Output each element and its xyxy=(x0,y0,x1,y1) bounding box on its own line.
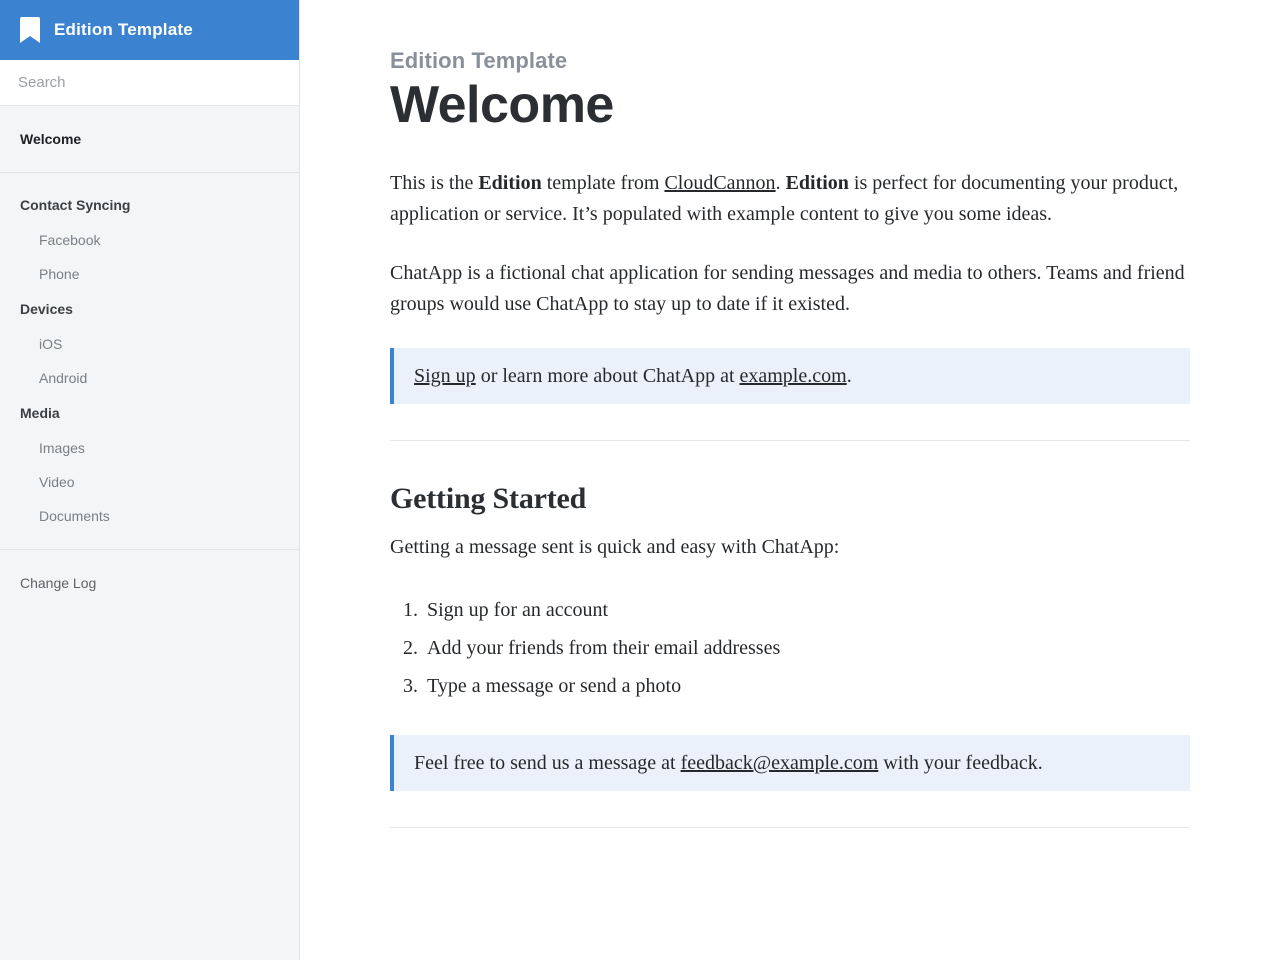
list-item: 3. Type a message or send a photo xyxy=(423,667,1190,705)
callout-feedback xyxy=(390,735,1190,791)
sidebar-group-title: Contact Syncing xyxy=(20,197,131,213)
intro-text-1: This is the xyxy=(390,172,479,195)
sidebar-group-devices xyxy=(0,291,299,395)
sidebar-group-title: Devices xyxy=(20,301,73,317)
main-content xyxy=(300,0,1280,960)
sidebar-nav-primary xyxy=(0,106,299,173)
sidebar-item-documents[interactable]: Documents xyxy=(39,508,110,524)
feedback-text-end: with your feedback. xyxy=(878,752,1043,775)
paragraph-chatapp: ChatApp is a fictional chat application for sending messages and media to others. Teams and friend groups would use ChatApp to stay up to date if it existed. xyxy=(390,262,1185,316)
feedback-email-link[interactable]: feedback@example.com xyxy=(680,752,879,775)
intro-paragraph xyxy=(390,168,1190,230)
callout-text-end: . xyxy=(846,365,852,388)
section-title-getting-started: Getting Started xyxy=(390,482,587,516)
divider xyxy=(390,440,1190,441)
intro-text-4: is perfect for documenting your product, application or service. It’s populated with example content to give you some ideas. xyxy=(390,172,1179,226)
breadcrumb: Edition Template xyxy=(390,48,568,73)
sidebar-group-title: Media xyxy=(20,405,60,421)
intro-text-2: template from xyxy=(541,172,665,195)
callout-text-middle: or learn more about ChatApp at xyxy=(475,365,740,388)
example-site-link[interactable]: example.com xyxy=(739,365,847,388)
sidebar-item-video[interactable]: Video xyxy=(39,474,75,490)
sidebar-item-change-log[interactable]: Change Log xyxy=(20,575,97,591)
sidebar-brand[interactable] xyxy=(0,0,299,60)
sidebar-nav-groups xyxy=(0,173,299,550)
sidebar-item-welcome[interactable]: Welcome xyxy=(20,131,82,147)
steps-list xyxy=(390,591,1190,705)
search-input[interactable] xyxy=(0,61,299,105)
intro-text-3: . xyxy=(775,172,786,195)
feedback-text-start: Feel free to send us a message at xyxy=(414,752,681,775)
sign-up-link[interactable]: Sign up xyxy=(414,365,476,388)
page-title: Welcome xyxy=(390,76,614,134)
sidebar-item-facebook[interactable]: Facebook xyxy=(39,232,101,248)
callout-signup xyxy=(390,348,1190,404)
document-body xyxy=(300,0,1280,828)
cloudcannon-link[interactable]: CloudCannon xyxy=(664,172,776,195)
section-lead: Getting a message sent is quick and easy with ChatApp: xyxy=(390,536,840,559)
list-item: 2. Add your friends from their email addresses xyxy=(423,629,1190,667)
sidebar-item-ios[interactable]: iOS xyxy=(39,336,63,352)
list-item: 1. Sign up for an account xyxy=(423,591,1190,629)
intro-bold-1: Edition xyxy=(478,172,542,195)
sidebar-group-contact-syncing xyxy=(0,187,299,291)
sidebar xyxy=(0,0,300,960)
bookmark-icon xyxy=(20,17,40,43)
sidebar-item-android[interactable]: Android xyxy=(39,370,88,386)
divider-bottom xyxy=(390,827,1190,828)
intro-bold-2: Edition xyxy=(785,172,849,195)
sidebar-nav-footer xyxy=(0,550,299,616)
sidebar-group-media xyxy=(0,395,299,533)
prose xyxy=(390,168,1190,828)
sidebar-item-images[interactable]: Images xyxy=(39,440,85,456)
sidebar-item-phone[interactable]: Phone xyxy=(39,266,80,282)
search-container[interactable] xyxy=(0,60,299,106)
brand-title: Edition Template xyxy=(54,20,193,39)
